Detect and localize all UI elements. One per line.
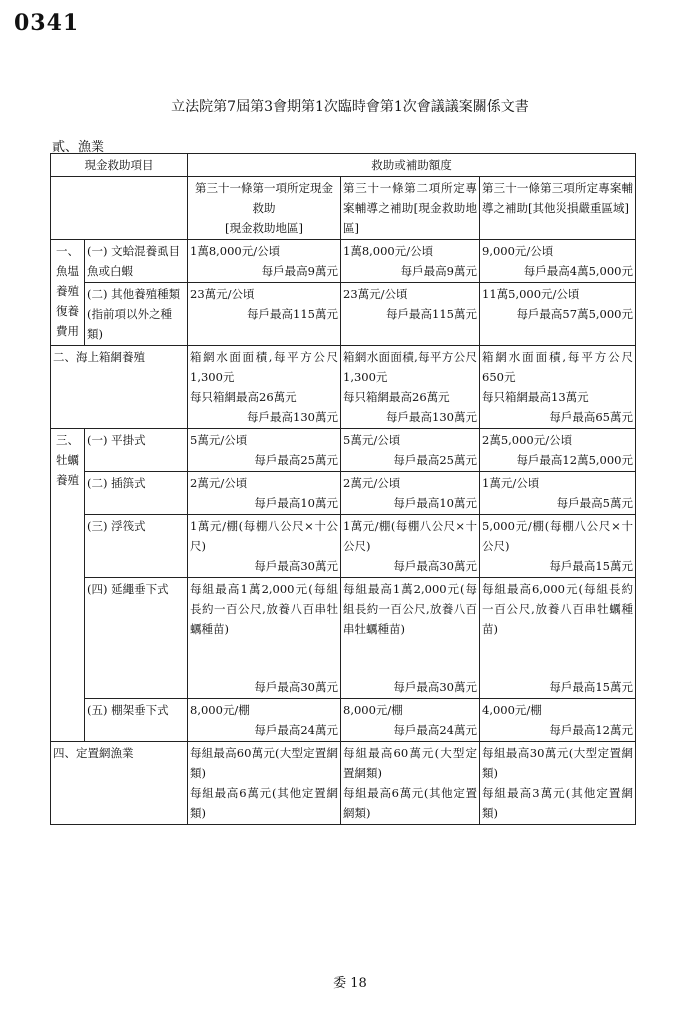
page-footer: 委 18 [333,976,367,991]
item-label: (四) 延繩垂下式 [85,578,188,699]
item-label: (三) 浮筏式 [85,515,188,578]
amount-cell: 23萬元/公頃 每戶最高115萬元 [341,283,480,346]
amount-cell: 23萬元/公頃 每戶最高115萬元 [188,283,341,346]
amount-cell: 1萬元/公頃 每戶最高5萬元 [480,472,636,515]
section-title: 貳、漁業 [52,140,105,155]
table-header-row [51,154,636,177]
relief-table [50,153,636,825]
group-label-4: 四、定置網漁業 [51,742,188,825]
table-row [51,742,636,825]
table-row [51,346,636,429]
amount-cell: 4,000元/棚 每戶最高12萬元 [480,699,636,742]
table-row [51,515,636,578]
item-label: (五) 棚架垂下式 [85,699,188,742]
amount-cell: 5萬元/公頃 每戶最高25萬元 [188,429,341,472]
amount-cell: 8,000元/棚 每戶最高24萬元 [341,699,480,742]
group-label-1: 一、魚塭養殖復養費用 [51,240,85,346]
amount-cell: 2萬元/公頃 每戶最高10萬元 [188,472,341,515]
amount-cell: 5萬元/公頃 每戶最高25萬元 [341,429,480,472]
group-label-3: 三、牡蠣養殖 [51,429,85,742]
table-row [51,472,636,515]
header-amount-cell: 救助或補助額度 [188,154,636,177]
amount-cell: 每組最高30萬元(大型定置網類) 每組最高3萬元(其他定置網類) [480,742,636,825]
amount-cell: 每組最高1萬2,000元(每組長約一百公尺,放養八百串牡蠣種苗) 每戶最高30萬元 [188,578,341,699]
column-title-1: 第三十一條第一項所定現金救助 [現金救助地區] [188,177,341,240]
amount-cell: 每組最高6,000元(每組長約一百公尺,放養八百串牡蠣種苗) 每戶最高15萬元 [480,578,636,699]
amount-cell: 每組最高1萬2,000元(每組長約一百公尺,放養八百串牡蠣種苗) 每戶最高30萬元 [341,578,480,699]
header-item-cell: 現金救助項目 [51,154,188,177]
column-title-2: 第三十一條第二項所定專案輔導之補助[現金救助地區] [341,177,480,240]
amount-cell: 2萬元/公頃 每戶最高10萬元 [341,472,480,515]
amount-cell: 箱網水面面積,每平方公尺1,300元 每只箱網最高26萬元 每戶最高130萬元 [341,346,480,429]
column-title-row [51,177,636,240]
amount-cell: 5,000元/棚(每棚八公尺×十公尺) 每戶最高15萬元 [480,515,636,578]
amount-cell: 1萬8,000元/公頃 每戶最高9萬元 [341,240,480,283]
page-number: 0341 [14,10,80,36]
amount-cell: 每組最高60萬元(大型定置網類) 每組最高6萬元(其他定置網類) [188,742,341,825]
amount-cell: 1萬元/棚(每棚八公尺×十公尺) 每戶最高30萬元 [188,515,341,578]
table-row [51,578,636,699]
amount-cell: 每組最高60萬元(大型定置網類) 每組最高6萬元(其他定置網類) [341,742,480,825]
amount-cell: 1萬元/棚(每棚八公尺×十公尺) 每戶最高30萬元 [341,515,480,578]
amount-cell: 箱網水面面積,每平方公尺1,300元 每只箱網最高26萬元 每戶最高130萬元 [188,346,341,429]
item-label: (一) 平掛式 [85,429,188,472]
amount-cell: 箱網水面面積,每平方公尺650元 每只箱網最高13萬元 每戶最高65萬元 [480,346,636,429]
item-label: (一) 文蛤混養虱目魚或白蝦 [85,240,188,283]
table-row [51,240,636,283]
blank-cell [51,177,188,240]
table-row [51,283,636,346]
amount-cell: 2萬5,000元/公頃 每戶最高12萬5,000元 [480,429,636,472]
amount-cell: 1萬8,000元/公頃 每戶最高9萬元 [188,240,341,283]
table-row [51,699,636,742]
column-title-3: 第三十一條第三項所定專案輔導之補助[其他災損嚴重區域] [480,177,636,240]
amount-cell: 9,000元/公頃 每戶最高4萬5,000元 [480,240,636,283]
group-label-2: 二、海上箱網養殖 [51,346,188,429]
document-header: 立法院第7屆第3會期第1次臨時會第1次會議議案關係文書 [171,99,529,115]
amount-cell: 8,000元/棚 每戶最高24萬元 [188,699,341,742]
amount-cell: 11萬5,000元/公頃 每戶最高57萬5,000元 [480,283,636,346]
item-label: (二) 其他養殖種類 (指前項以外之種類) [85,283,188,346]
item-label: (二) 插篊式 [85,472,188,515]
table-row [51,429,636,472]
